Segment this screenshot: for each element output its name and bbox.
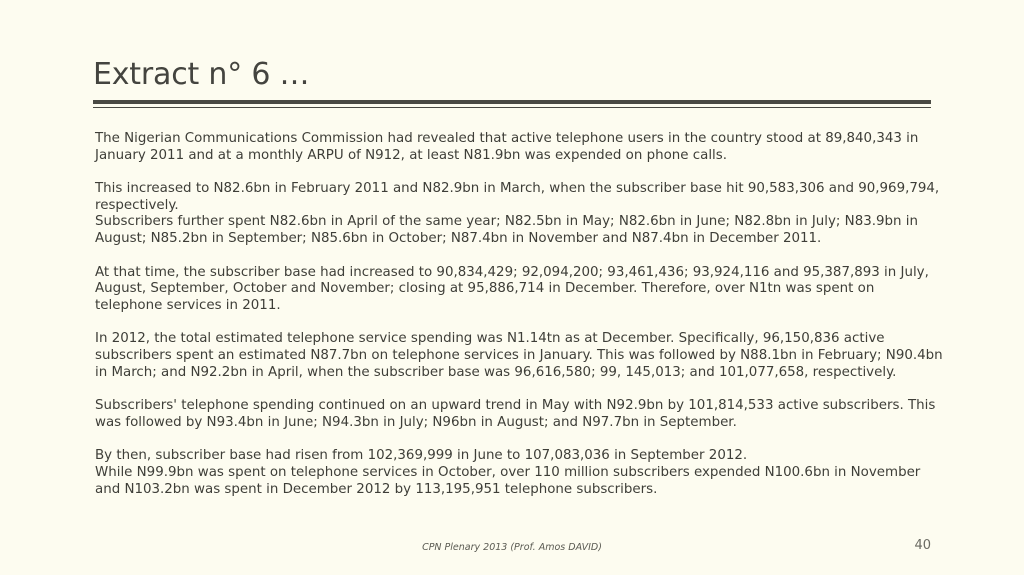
slide-body <box>95 131 943 515</box>
paragraph <box>95 131 943 164</box>
title-divider-thin <box>93 107 931 108</box>
footer-text: CPN Plenary 2013 (Prof. Amos DAVID) <box>422 542 602 553</box>
title-divider-thick <box>93 100 931 104</box>
paragraph-text: Subscribers further spent N82.6bn in April of the same year; N82.5bn in May; N82.6bn in June; N82.8bn in July; N83.9bn in August; N85.2bn in September; N85.6bn in October; N87.4bn in November and N87.4bn in December 2011. <box>95 214 918 246</box>
paragraph <box>95 331 943 381</box>
paragraph <box>95 265 943 315</box>
paragraph <box>95 398 943 431</box>
paragraph-text: This increased to N82.6bn in February 2011 and N82.9bn in March, when the subscriber base hit 90,583,306 and 90,969,794, respectively. <box>95 181 940 213</box>
paragraph-text: At that time, the subscriber base had increased to 90,834,429; 92,094,200; 93,461,436; 93,924,116 and 95,387,893 in July, August, September, October and November; closing at 95,886,714 in December. Therefore, over N1tn was spent on telephone services in 2011. <box>95 264 929 313</box>
paragraph-text: While N99.9bn was spent on telephone services in October, over 110 million subscribers expended N100.6bn in November and N103.2bn was spent in December 2012 by 113,195,951 telephone subscribers. <box>95 464 921 497</box>
page-number: 40 <box>914 538 931 553</box>
slide-title: Extract n° 6 … <box>93 57 310 92</box>
paragraph-text: By then, subscriber base had risen from 102,369,999 in June to 107,083,036 in September 2012. <box>95 448 748 464</box>
paragraph <box>95 181 943 247</box>
paragraph-text: In 2012, the total estimated telephone service spending was N1.14tn as at December. Specifically, 96,150,836 active subscribers spent an estimated N87.7bn on telephone services in January. This was followed by N88.1bn in February; N90.4bn in March; and N92.2bn in April, when the subscriber base was 96,616,580; 99, 145,013; and 101,077,658, respectively. <box>95 331 943 380</box>
paragraph-text: Subscribers' telephone spending continued on an upward trend in May with N92.9bn by 101,814,533 active subscribers. This was followed by N93.4bn in June; N94.3bn in July; N96bn in August; and N97.7bn in September. <box>95 398 936 430</box>
paragraph-text: The Nigerian Communications Commission had revealed that active telephone users in the country stood at 89,840,343 in January 2011 and at a monthly ARPU of N912, at least N81.9bn was expended on phone calls. <box>95 131 919 163</box>
paragraph <box>95 448 943 498</box>
